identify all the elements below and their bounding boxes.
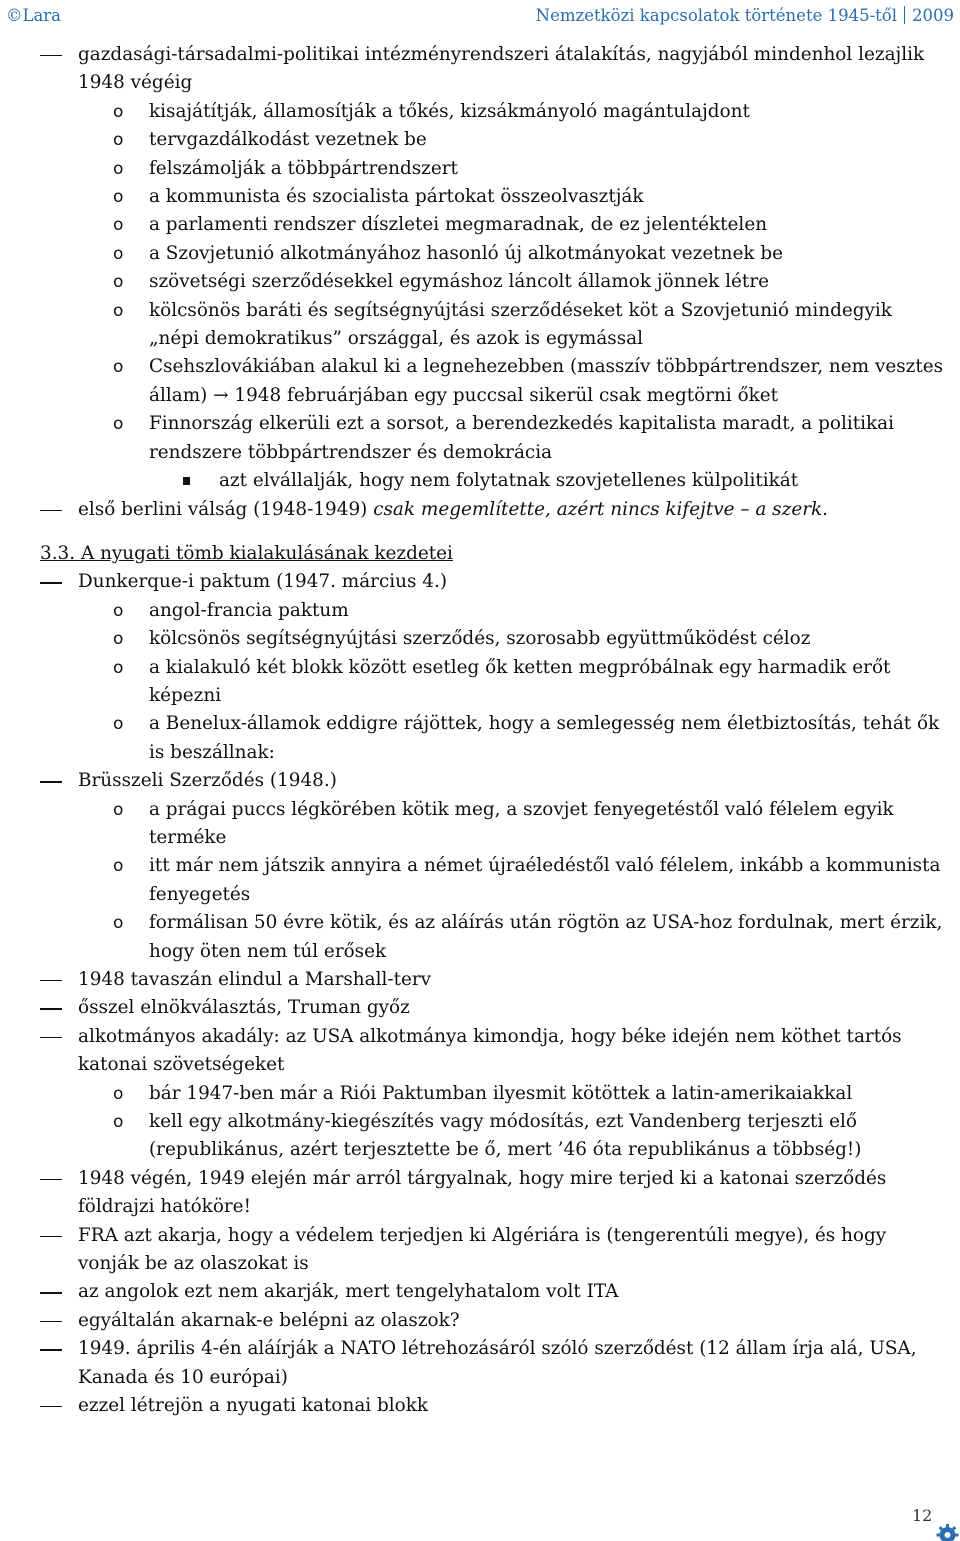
circle-bullet-icon: o bbox=[113, 187, 124, 208]
gear-logo-icon bbox=[935, 1523, 960, 1541]
list-item-l1: ősszel elnökválasztás, Truman győz bbox=[0, 994, 960, 1022]
dash-bullet-icon bbox=[40, 1037, 62, 1038]
circle-bullet-icon: o bbox=[113, 357, 124, 378]
list-item-l2: o Csehszlovákiában alakul ki a legnehezebben (masszív többpártrendszer, nem vesztes állam) → 1948 februárjában egy puccsal sikerül csak megtörni őket bbox=[0, 353, 960, 410]
circle-bullet-icon: o bbox=[113, 215, 124, 236]
list-item-l1: 1948 tavaszán elindul a Marshall-terv bbox=[0, 966, 960, 994]
spacer bbox=[0, 524, 960, 540]
list-item-l1: gazdasági-társadalmi-politikai intézményrendszeri átalakítás, nagyjából mindenhol lezajlik 1948 végéig bbox=[0, 41, 960, 98]
circle-bullet-icon: o bbox=[113, 272, 124, 293]
header-author: ©Lara bbox=[6, 6, 62, 25]
dash-bullet-icon bbox=[40, 1179, 62, 1180]
circle-bullet-icon: o bbox=[113, 657, 124, 678]
list-item-l2: o a kommunista és szocialista pártokat összeolvasztják bbox=[0, 183, 960, 211]
circle-bullet-icon: o bbox=[113, 243, 124, 264]
list-item-l2: o Finnország elkerüli ezt a sorsot, a berendezkedés kapitalista maradt, a politikai rendszere többpártrendszer és demokrácia bbox=[0, 410, 960, 467]
list-item-l2: o a parlamenti rendszer díszletei megmaradnak, de ez jelentéktelen bbox=[0, 211, 960, 239]
circle-bullet-icon: o bbox=[113, 799, 124, 820]
dash-bullet-icon bbox=[40, 980, 62, 981]
list-item-l2: o a Szovjetunió alkotmányához hasonló új alkotmányokat vezetnek be bbox=[0, 240, 960, 268]
list-item-l2: o kölcsönös baráti és segítségnyújtási szerződéseket köt a Szovjetunió mindegyik „népi demokratikus” országgal, és azok is egymással bbox=[0, 297, 960, 354]
circle-bullet-icon: o bbox=[113, 1083, 124, 1104]
list-item-l1: első berlini válság (1948-1949) csak megemlítette, azért nincs kifejtve – a szerk. bbox=[0, 496, 960, 524]
list-item-l1: 1948 végén, 1949 elején már arról tárgyalnak, hogy mire terjed ki a katonai szerződés földrajzi hatóköre! bbox=[0, 1165, 960, 1222]
list-item-l2: o szövetségi szerződésekkel egymáshoz láncolt államok jönnek létre bbox=[0, 268, 960, 296]
header-title: Nemzetközi kapcsolatok története 1945-től bbox=[535, 6, 897, 25]
dash-bullet-icon bbox=[40, 1292, 62, 1293]
document-body bbox=[0, 41, 960, 1421]
section-heading: 3.3. A nyugati tömb kialakulásának kezdetei bbox=[40, 542, 453, 564]
editor-note: csak megemlítette, azért nincs kifejtve – a szerk. bbox=[373, 498, 828, 520]
dash-bullet-icon bbox=[40, 1321, 62, 1322]
dash-bullet-icon bbox=[40, 1236, 62, 1237]
dash-bullet-icon bbox=[40, 1406, 62, 1407]
list-item-l2: o felszámolják a többpártrendszert bbox=[0, 155, 960, 183]
list-item-l2: o a kialakuló két blokk között esetleg ők ketten megpróbálnak egy harmadik erőt képezni bbox=[0, 654, 960, 711]
dash-bullet-icon bbox=[40, 510, 62, 511]
list-item-l2: o bár 1947-ben már a Riói Paktumban ilyesmit kötöttek a latin-amerikaiakkal bbox=[0, 1080, 960, 1108]
list-item-l1: 1949. április 4-én aláírják a NATO létrehozásáról szóló szerződést (12 állam írja alá, USA, Kanada és 10 európai) bbox=[0, 1335, 960, 1392]
list-item-l2: o kisajátítják, államosítják a tőkés, kizsákmányoló magántulajdont bbox=[0, 98, 960, 126]
dash-bullet-icon bbox=[40, 1349, 62, 1350]
dash-bullet-icon bbox=[40, 582, 62, 583]
list-item-l1: Brüsszeli Szerződés (1948.) bbox=[0, 767, 960, 795]
list-item-l1: ezzel létrejön a nyugati katonai blokk bbox=[0, 1392, 960, 1420]
circle-bullet-icon: o bbox=[113, 1112, 124, 1133]
circle-bullet-icon: o bbox=[113, 714, 124, 735]
circle-bullet-icon: o bbox=[113, 130, 124, 151]
circle-bullet-icon: o bbox=[113, 629, 124, 650]
page-number: 12 bbox=[912, 1506, 933, 1525]
square-bullet-icon bbox=[183, 477, 190, 485]
list-item-l1: az angolok ezt nem akarják, mert tengelyhatalom volt ITA bbox=[0, 1278, 960, 1306]
list-item-l2: o a Benelux-államok eddigre rájöttek, hogy a semlegesség nem életbiztosítás, tehát ők is beszállnak: bbox=[0, 710, 960, 767]
list-item-l2: o tervgazdálkodást vezetnek be bbox=[0, 126, 960, 154]
list-item-l2: o kölcsönös segítségnyújtási szerződés, szorosabb együttműködést céloz bbox=[0, 625, 960, 653]
list-item-l2: o angol-francia paktum bbox=[0, 597, 960, 625]
header-title-block bbox=[536, 6, 954, 25]
circle-bullet-icon: o bbox=[113, 414, 124, 435]
list-item-l1: Dunkerque-i paktum (1947. március 4.) bbox=[0, 568, 960, 596]
dash-bullet-icon bbox=[40, 781, 62, 782]
circle-bullet-icon: o bbox=[113, 101, 124, 122]
dash-bullet-icon bbox=[40, 1008, 62, 1009]
circle-bullet-icon: o bbox=[113, 158, 124, 179]
list-item-l2: o itt már nem játszik annyira a német újraéledéstől való félelem, inkább a kommunista fenyegetés bbox=[0, 852, 960, 909]
list-item-l1: egyáltalán akarnak-e belépni az olaszok? bbox=[0, 1307, 960, 1335]
list-item-l2: o a prágai puccs légkörében kötik meg, a szovjet fenyegetéstől való félelem egyik terméke bbox=[0, 796, 960, 853]
circle-bullet-icon: o bbox=[113, 913, 124, 934]
list-item-l1: alkotmányos akadály: az USA alkotmánya kimondja, hogy béke idején nem köthet tartós katonai szövetségeket bbox=[0, 1023, 960, 1080]
dash-bullet-icon bbox=[40, 55, 62, 56]
circle-bullet-icon: o bbox=[113, 856, 124, 877]
page-header bbox=[0, 4, 960, 28]
circle-bullet-icon: o bbox=[113, 600, 124, 621]
list-item-l3: azt elvállalják, hogy nem folytatnak szovjetellenes külpolitikát bbox=[0, 467, 960, 495]
list-item-l2: o formálisan 50 évre kötik, és az aláírás után rögtön az USA-hoz fordulnak, mert érzik, hogy öten nem túl erősek bbox=[0, 909, 960, 966]
header-separator bbox=[904, 6, 905, 24]
header-year: 2009 bbox=[912, 6, 954, 25]
list-item-l1: FRA azt akarja, hogy a védelem terjedjen ki Algériára is (tengerentúli megye), és hogy vonják be az olaszokat is bbox=[0, 1222, 960, 1279]
list-item-l2: o kell egy alkotmány-kiegészítés vagy módosítás, ezt Vandenberg terjeszti elő (republikánus, azért terjesztette be ő, mert ’46 óta republikánus a többség!) bbox=[0, 1108, 960, 1165]
circle-bullet-icon: o bbox=[113, 300, 124, 321]
